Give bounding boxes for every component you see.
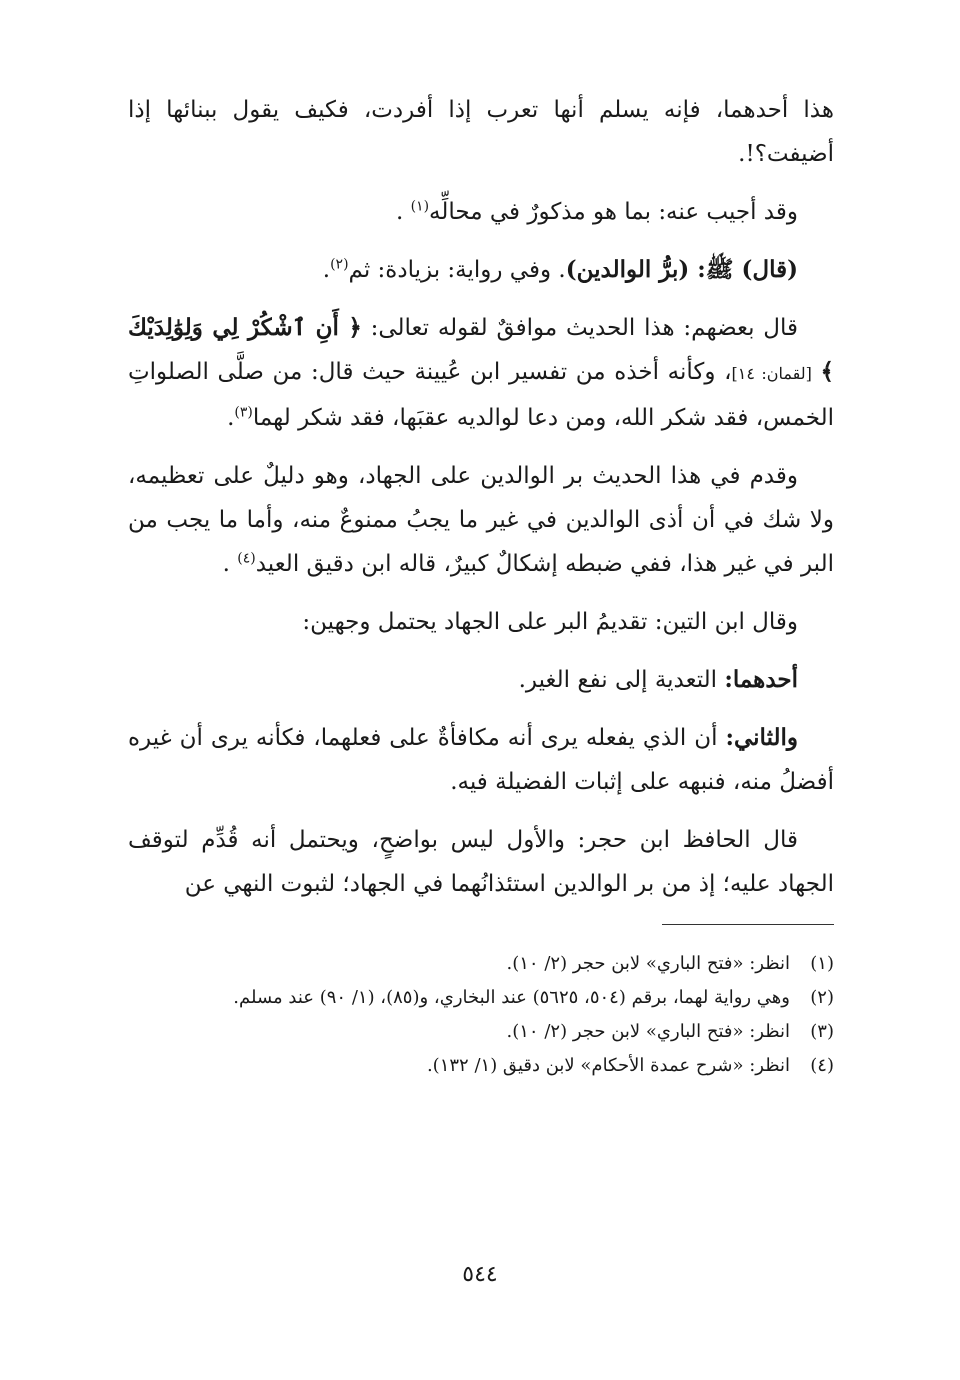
footnote-3 — [128, 1015, 834, 1049]
paragraph-3 — [128, 248, 834, 292]
paragraph-4-text: قال بعضهم: هذا الحديث موافقٌ لقوله تعالى: — [370, 315, 799, 341]
paragraph-3-heading: (قال) ﷺ: (برُّ الوالدين) — [565, 256, 798, 283]
footnote-4 — [128, 1049, 834, 1083]
paragraph-7-text: التعدية إلى نفع الغير. — [518, 667, 718, 693]
paragraph-8-text: أن الذي يفعله يرى أنه مكافأةٌ على فعلهما، فكأنه يرى أن غيره أفضلُ منه، فنبهه على إثبات الفضيلة فيه. — [128, 725, 834, 795]
paragraph-5-end: . — [222, 551, 230, 577]
footnotes — [128, 947, 834, 1083]
footnote-number: (١) — [810, 953, 834, 974]
footnote-ref-2[interactable]: (٢) — [330, 256, 349, 273]
paragraph-3-text: . وفي رواية: بزيادة: ثم — [348, 257, 566, 283]
paragraph-5-text: وقدم في هذا الحديث بر الوالدين على الجهاد، وهو دليلٌ على تعظيمه، ولا شك في أن أذى الوالدين في غير ما يجبُ ممنوعٌ منه، وأما ما يجب من البر في غير هذا، ففي ضبطه إشكالٌ كبيرٌ، قاله ابن دقيق العيد — [128, 463, 834, 577]
footnote-separator — [662, 924, 834, 925]
paragraph-1: هذا أحدهما، فإنه يسلم أنها تعرب إذا أفردت، فكيف يقول ببنائها إذا أضيفت؟!. — [128, 97, 834, 167]
paragraph-6: وقال ابن التين: تقديمُ البر على الجهاد يحتمل وجهين: — [302, 609, 798, 635]
footnote-ref-3[interactable]: (٣) — [234, 404, 253, 421]
footnote-ref-1[interactable]: (١) — [410, 198, 430, 215]
main-text — [128, 88, 834, 906]
paragraph-4-continuation: ، وكأنه أخذه من تفسير ابن عُيينة حيث قال: من صلَّى الصلواتِ الخمس، فقد شكر الله، ومن دعا لوالديه عقبَها، فقد شكر لهما — [128, 359, 834, 431]
paragraph-3-end: . — [322, 257, 331, 283]
paragraph-9: قال الحافظ ابن حجر: والأول ليس بواضحٍ، ويحتمل أنه قُدِّم لتوقف الجهاد عليه؛ إذ من بر الوالدين استئذانُهما في الجهاد؛ لثبوت النهي عن — [128, 827, 834, 897]
footnote-text: وهي رواية لهما، برقم (٥٠٤، ٥٦٢٥) عند البخاري، و(٨٥)، (١/ ٩٠) عند مسلم. — [233, 987, 790, 1008]
quran-verse: ﴿ أَنِ ٱشْكُرْ لِي وَلِوَٰلِدَيْكَ ﴾ — [128, 314, 835, 385]
paragraph-4 — [128, 306, 834, 440]
footnote-2 — [128, 981, 834, 1015]
footnote-text: انظر: «فتح الباري» لابن حجر (٢/ ١٠). — [506, 953, 790, 974]
footnote-number: (٣) — [810, 1021, 834, 1042]
paragraph-7 — [128, 658, 834, 702]
paragraph-8-heading: والثاني: — [725, 724, 799, 751]
footnote-text: انظر: «فتح الباري» لابن حجر (٢/ ١٠). — [506, 1021, 790, 1042]
paragraph-7-heading: أحدهما: — [724, 666, 798, 693]
paragraph-5 — [128, 454, 834, 586]
footnote-number: (٤) — [810, 1055, 834, 1076]
quran-reference: [لقمان: ١٤] — [731, 364, 812, 383]
page-number: ٥٤٤ — [462, 1262, 498, 1287]
footnote-text: انظر: «شرح عمدة الأحكام» لابن دقيق (١/ ١٣٢). — [426, 1055, 790, 1076]
page-content — [128, 88, 834, 1083]
paragraph-4-end: . — [227, 405, 235, 431]
paragraph-2 — [128, 190, 834, 234]
paragraph-8 — [128, 716, 834, 804]
footnote-ref-4[interactable]: (٤) — [237, 550, 256, 567]
paragraph-2-text: وقد أجيب عنه: بما هو مذكورٌ في محالِّه — [429, 199, 798, 225]
footnote-1 — [128, 947, 834, 981]
footnote-number: (٢) — [810, 987, 834, 1008]
paragraph-2-end: . — [395, 199, 404, 225]
